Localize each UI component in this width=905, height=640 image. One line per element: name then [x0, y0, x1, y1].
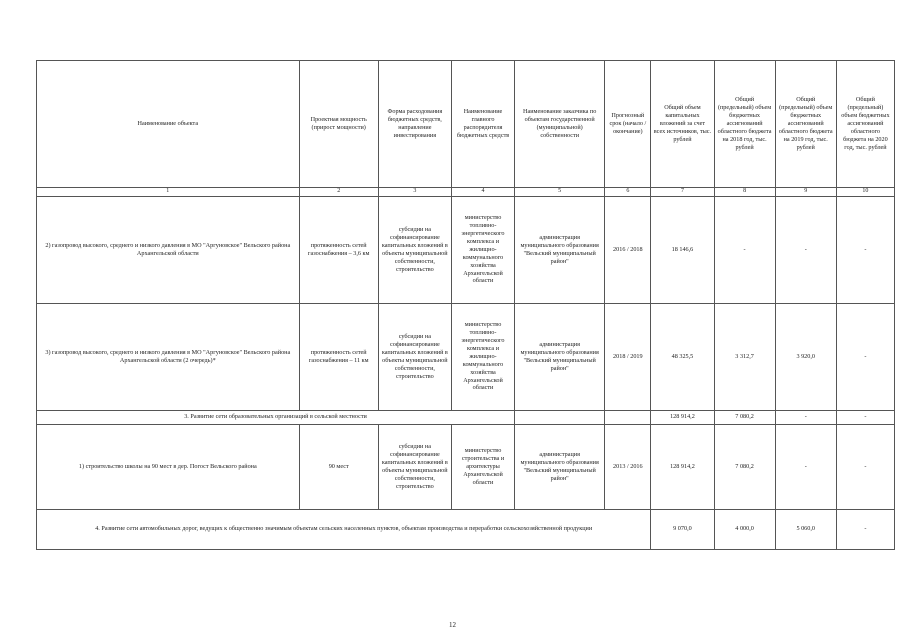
column-number: 3	[378, 188, 451, 197]
header-cell: Общий объем капитальных вложений за счет всех источников, тыс. рублей	[651, 61, 714, 188]
volume-2018: 3 312,7	[714, 303, 775, 410]
page-number: 12	[449, 621, 456, 629]
table-row	[37, 196, 895, 303]
column-number: 9	[775, 188, 836, 197]
capacity: протяженность сетей газоснабжения – 11 км	[299, 303, 378, 410]
term: 2016 / 2018	[605, 196, 651, 303]
customer: администрация муниципального образования "Вельский муниципальный район"	[515, 424, 605, 509]
column-number: 5	[515, 188, 605, 197]
header-cell: Общий (предельный) объем бюджетных ассигнований областного бюджета на 2020 год, тыс. рублей	[836, 61, 894, 188]
volume-2020: -	[836, 303, 894, 410]
volume-2019: 5 060,0	[775, 509, 836, 549]
column-number: 7	[651, 188, 714, 197]
table-row	[37, 424, 895, 509]
object-name: 3) газопровод высокого, среднего и низкого давления в МО "Аргуновское" Вельского района Архангельской области (2 очередь)*	[37, 303, 300, 410]
total-volume: 128 914,2	[651, 410, 714, 424]
customer: администрация муниципального образования "Вельский муниципальный район"	[515, 303, 605, 410]
object-name: 2) газопровод высокого, среднего и низкого давления в МО "Аргуновское" Вельского района Архангельской области	[37, 196, 300, 303]
volume-2020: -	[836, 196, 894, 303]
header-cell: Общий (предельный) объем бюджетных ассигнований областного бюджета на 2018 год, тыс. рублей	[714, 61, 775, 188]
capacity: протяженность сетей газоснабжения – 3,6 км	[299, 196, 378, 303]
spending-form: субсидии на софинансирование капитальных вложений в объекты муниципальной собственности, строительство	[378, 196, 451, 303]
section-row	[37, 410, 895, 424]
column-number: 4	[451, 188, 514, 197]
table-header-row	[37, 61, 895, 188]
spending-form: субсидии на софинансирование капитальных вложений в объекты муниципальной собственности, строительство	[378, 424, 451, 509]
header-cell: Общий (предельный) объем бюджетных ассигнований областного бюджета на 2019 год, тыс. рублей	[775, 61, 836, 188]
header-cell: Наименование главного распорядителя бюджетных средств	[451, 61, 514, 188]
section-row	[37, 509, 895, 549]
volume-2020: -	[836, 509, 894, 549]
column-number: 10	[836, 188, 894, 197]
section-title: 4. Развитие сети автомобильных дорог, ведущих к общественно значимым объектам сельских населенных пунктов, объектам производства и переработки сельскохозяйственной продукции	[37, 509, 651, 549]
volume-2018: -	[714, 196, 775, 303]
volume-2019: -	[775, 424, 836, 509]
total-volume: 128 914,2	[651, 424, 714, 509]
volume-2019: -	[775, 196, 836, 303]
table-row	[37, 303, 895, 410]
empty-cell	[515, 410, 605, 424]
header-cell: Проектная мощность (прирост мощности)	[299, 61, 378, 188]
column-number: 8	[714, 188, 775, 197]
budget-manager: министерство топливно-энергетического комплекса и жилищно-коммунального хозяйства Архангельской области	[451, 303, 514, 410]
header-cell: Наименование объекта	[37, 61, 300, 188]
volume-2020: -	[836, 410, 894, 424]
budget-manager: министерство строительства и архитектуры Архангельской области	[451, 424, 514, 509]
volume-2018: 4 000,0	[714, 509, 775, 549]
volume-2019: 3 920,0	[775, 303, 836, 410]
section-title: 3. Развитие сети образовательных организаций в сельской местности	[37, 410, 515, 424]
term: 2013 / 2016	[605, 424, 651, 509]
budget-manager: министерство топливно-энергетического комплекса и жилищно-коммунального хозяйства Архангельской области	[451, 196, 514, 303]
total-volume: 48 325,5	[651, 303, 714, 410]
column-number: 2	[299, 188, 378, 197]
term: 2018 / 2019	[605, 303, 651, 410]
volume-2020: -	[836, 424, 894, 509]
empty-cell	[605, 410, 651, 424]
volume-2018: 7 080,2	[714, 410, 775, 424]
column-number: 6	[605, 188, 651, 197]
header-cell: Форма расходования бюджетных средств, направление инвестирования	[378, 61, 451, 188]
spending-form: субсидии на софинансирование капитальных вложений в объекты муниципальной собственности, строительство	[378, 303, 451, 410]
volume-2018: 7 080,2	[714, 424, 775, 509]
column-number: 1	[37, 188, 300, 197]
header-cell: Прогнозный срок (начало / окончание)	[605, 61, 651, 188]
capacity: 90 мест	[299, 424, 378, 509]
total-volume: 18 146,6	[651, 196, 714, 303]
column-number-row	[37, 188, 895, 197]
capital-investments-table	[36, 60, 895, 550]
volume-2019: -	[775, 410, 836, 424]
object-name: 1) строительство школы на 90 мест в дер. Погост Вельского района	[37, 424, 300, 509]
customer: администрация муниципального образования "Вельский муниципальный район"	[515, 196, 605, 303]
header-cell: Наименование заказчика по объектам государственной (муниципальной) собственности	[515, 61, 605, 188]
total-volume: 9 070,0	[651, 509, 714, 549]
